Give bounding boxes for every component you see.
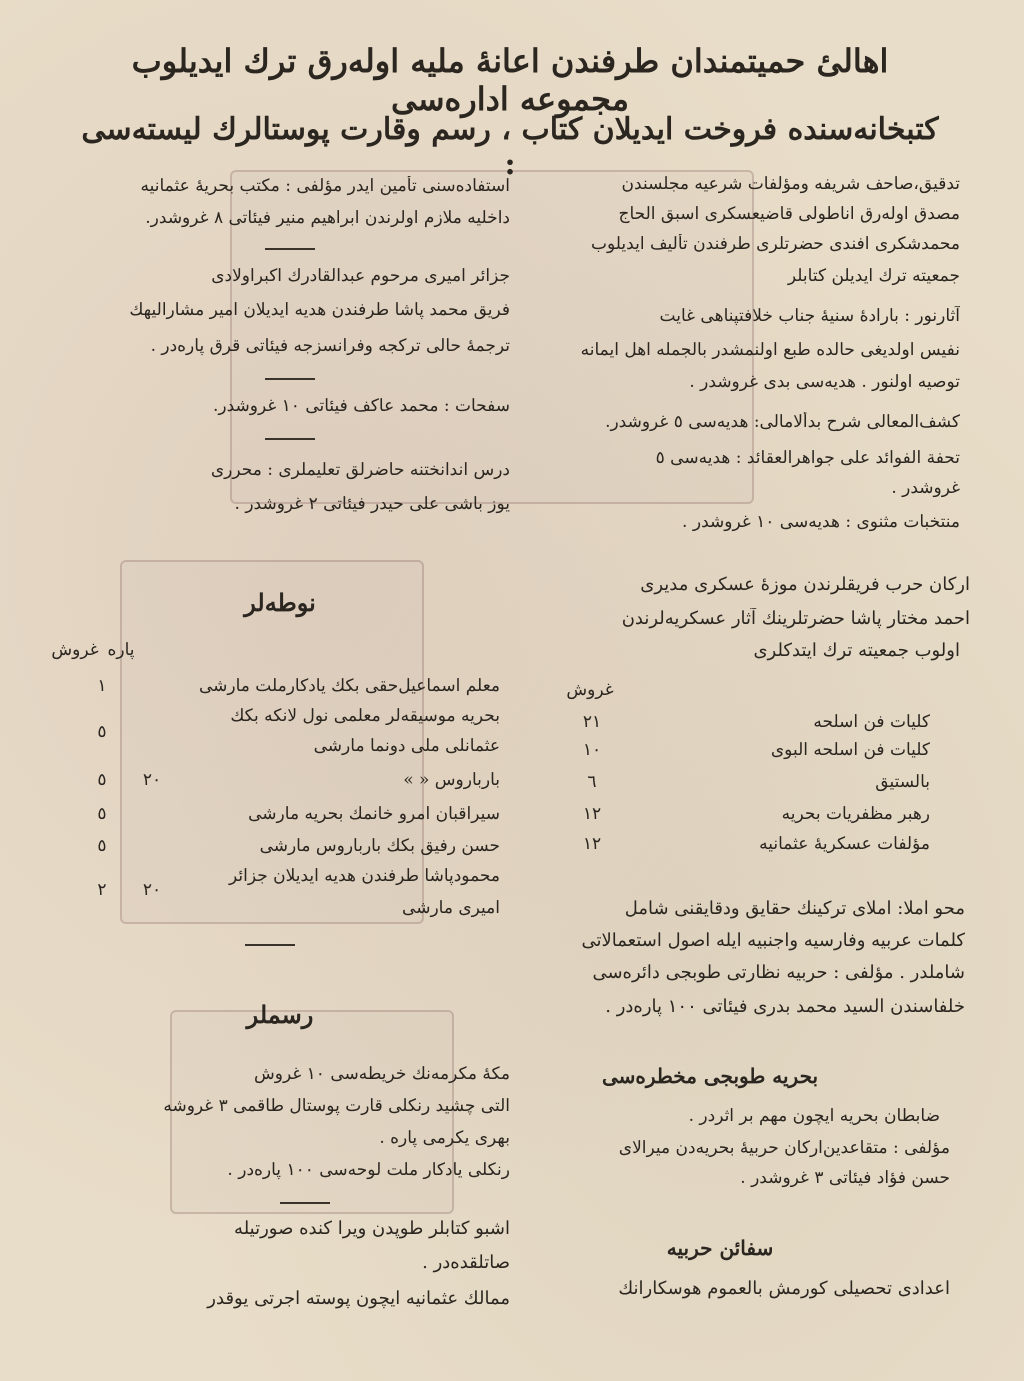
- left-p4-line: یوز باشی علی حیدر فیئاتی ٢ غروشدر .: [234, 494, 510, 514]
- note-kurus: ٢: [97, 880, 107, 900]
- left-p1-line: استفاده‌سنی تأمین ایدر مؤلفی : مکتب بحریهٔ عثمانیه: [140, 176, 510, 196]
- sefain-title: سفائن حربیه: [666, 1236, 774, 1260]
- note-kurus: ٥: [97, 722, 107, 742]
- note-title: بحریه موسیقه‌لر معلمی نول لانکه بکك: [230, 706, 500, 726]
- separator: [280, 1202, 330, 1204]
- bahriye-line: حسن فؤاد فیئاتی ٣ غروشدر .: [740, 1168, 950, 1188]
- left-p2-line: جزائر امیری مرحوم عبدالقادرك اکبراولادی: [211, 266, 510, 286]
- resim-line: بهری یکرمی پاره .: [379, 1128, 510, 1148]
- museum-item-title: کلیات فن اسلحه البوی: [770, 740, 930, 760]
- museum-intro: احمد مختار پاشا حضرتلرینك آثار عسکریه‌لرندن: [621, 608, 970, 629]
- header-line-1: اهالیٔ حمیتمندان طرفندن اعانهٔ ملیه اولەرق ترك ایدیلوب مجموعه ادارەسی: [131, 42, 889, 118]
- museum-item-price: ١٢: [582, 834, 602, 854]
- note-kurus: ٥: [97, 804, 107, 824]
- right-line: کشف‌المعالی شرح بدألامالی: هدیه‌سی ٥ غروشدر.: [605, 412, 960, 432]
- footer-line: اشبو کتابلر طوپدن ویرا کنده صورتیله: [234, 1218, 510, 1239]
- right-line: منتخبات مثنوی : هدیه‌سی ١٠ غروشدر .: [682, 512, 960, 532]
- imla-line: خلفاسندن السید محمد بدری فیئاتی ١٠٠ پارەدر .: [605, 996, 965, 1017]
- note-kurus: ١: [97, 676, 107, 696]
- right-line: جمعیته ترك ایدیلن کتابلر: [787, 266, 960, 286]
- note-title: امیری مارشی: [402, 898, 500, 918]
- museum-intro: ارکان حرب فریقلرندن موزهٔ عسکری مدیری: [640, 574, 970, 595]
- right-line: آثارنور : بارادهٔ سنیهٔ جناب خلافتپناهی غایت: [659, 306, 960, 326]
- bahriye-line: ضابطان بحریه ایچون مهم بر اثردر .: [688, 1106, 940, 1126]
- right-line: غروشدر .: [891, 478, 960, 498]
- notes-header-kurus: غروش: [51, 640, 99, 660]
- note-title: عثمانلی ملی دونما مارشی: [313, 736, 500, 756]
- imla-line: کلمات عربیه وفارسیه واجنبیه ایله اصول استعمالاتی: [581, 930, 965, 951]
- note-title: محمودپاشا طرفندن هدیه ایدیلان جزائر: [229, 866, 500, 886]
- museum-item-price: ٢١: [582, 712, 602, 732]
- bahriye-line: مؤلفی : متقاعدین‌ارکان حربیهٔ بحریه‌دن میرالای: [618, 1138, 950, 1158]
- sefain-line: اعدادی تحصیلی کورمش بالعموم هوسکارانك: [618, 1278, 950, 1299]
- separator: [265, 378, 315, 380]
- separator: [245, 944, 295, 946]
- museum-item-title: کلیات فن اسلحه: [813, 712, 930, 732]
- separator: [265, 438, 315, 440]
- right-line: تدقیق،صاحف شریفه ومؤلفات ‌شرعیه مجلسندن: [621, 174, 960, 194]
- resim-line: رنکلی یادکار ملت لوحه‌سی ١٠٠ پارەدر .: [227, 1160, 510, 1180]
- museum-item-title: بالستیق: [875, 772, 930, 792]
- left-p2-line: فریق محمد پاشا طرفندن هدیه ایدیلان امیر مشارالیهك: [129, 300, 510, 320]
- notes-title: نوطەلر: [244, 588, 316, 617]
- resim-line: مکهٔ مکرمه‌نك خریطه‌سی ١٠ غروش: [254, 1064, 510, 1084]
- museum-item-price: ١٠: [582, 740, 602, 760]
- note-title: معلم اسماعیل‌حقی بکك یادکارملت مارشی: [198, 676, 500, 696]
- separator: [265, 248, 315, 250]
- left-p2-line: ترجمهٔ حالی ترکجه وفرانسزجه فیئاتی قرق پارەدر .: [150, 336, 510, 356]
- left-p3-line: سفحات : محمد عاکف فیئاتی ١٠ غروشدر.: [213, 396, 510, 416]
- footer-line: صاتلقده‌در .: [422, 1252, 510, 1273]
- right-line: مصدق اولەرق اناطولی قاضیعسکری اسبق الحاج: [618, 204, 960, 224]
- header-line-2: کتبخانه‌سنده فروخت ایدیلان کتاب ، رسم وقارت پوستالرك لیستەسی :: [81, 112, 939, 182]
- note-kurus: ٥: [97, 770, 107, 790]
- museum-item-price: ١٢: [582, 804, 602, 824]
- resim-line: التی چشید رنکلی قارت پوستال طاقمی ٣ غروشه: [163, 1096, 510, 1116]
- note-title: سیراقبان امرو خانمك بحریه مارشی: [248, 804, 500, 824]
- right-line: نفیس اولدیغی حالده طبع اولنمشدر بالجمله اهل ایمانه: [580, 340, 960, 360]
- museum-item-title: رهبر مظفریات بحریه: [781, 804, 930, 824]
- left-p1-line: داخلیه ملازم اولرندن ابراهیم منیر فیئاتی ٨ غروشدر.: [145, 208, 510, 228]
- imla-line: محو املا: املای ترکینك حقایق ودقایقنی شامل: [624, 898, 965, 919]
- right-line: توصیه اولنور . هدیه‌سی بدی غروشدر .: [689, 372, 960, 392]
- resim-title: رسملر: [246, 1000, 314, 1029]
- imla-line: شاملدر . مؤلفی : حربیه نظارتی طوبجی دائرەسی: [592, 962, 965, 983]
- note-para: ٢٠: [142, 880, 162, 900]
- left-p4-line: درس اندانختنه حاضرلق تعلیملری : محرری: [210, 460, 510, 480]
- note-title: حسن رفیق بکك باربارو‌س مارشی: [259, 836, 500, 856]
- museum-intro: اولوب جمعیته ترك ایتدکلری: [753, 640, 960, 661]
- museum-item-price: ٦: [587, 772, 597, 792]
- museum-item-title: مؤلفات عسکریهٔ عثمانیه: [759, 834, 930, 854]
- bahriye-title: بحریه طوبجی مخطرەسی: [601, 1064, 819, 1088]
- right-line: تحفة الفوائد علی جواهرالعقائد : هدیه‌سی ٥: [655, 448, 960, 468]
- note-title: باربارو‌س « »: [403, 770, 500, 790]
- footer-line: ممالك عثمانیه ایچون پوسته اجرتی یوقدر: [207, 1288, 510, 1309]
- museum-header: غروش: [566, 680, 614, 700]
- notes-header-para: پاره: [107, 640, 135, 660]
- note-para: ٢٠: [142, 770, 162, 790]
- right-line: محمدشکری افندی حضرتلری طرفندن تألیف ایدیلوب: [591, 234, 960, 254]
- note-kurus: ٥: [97, 836, 107, 856]
